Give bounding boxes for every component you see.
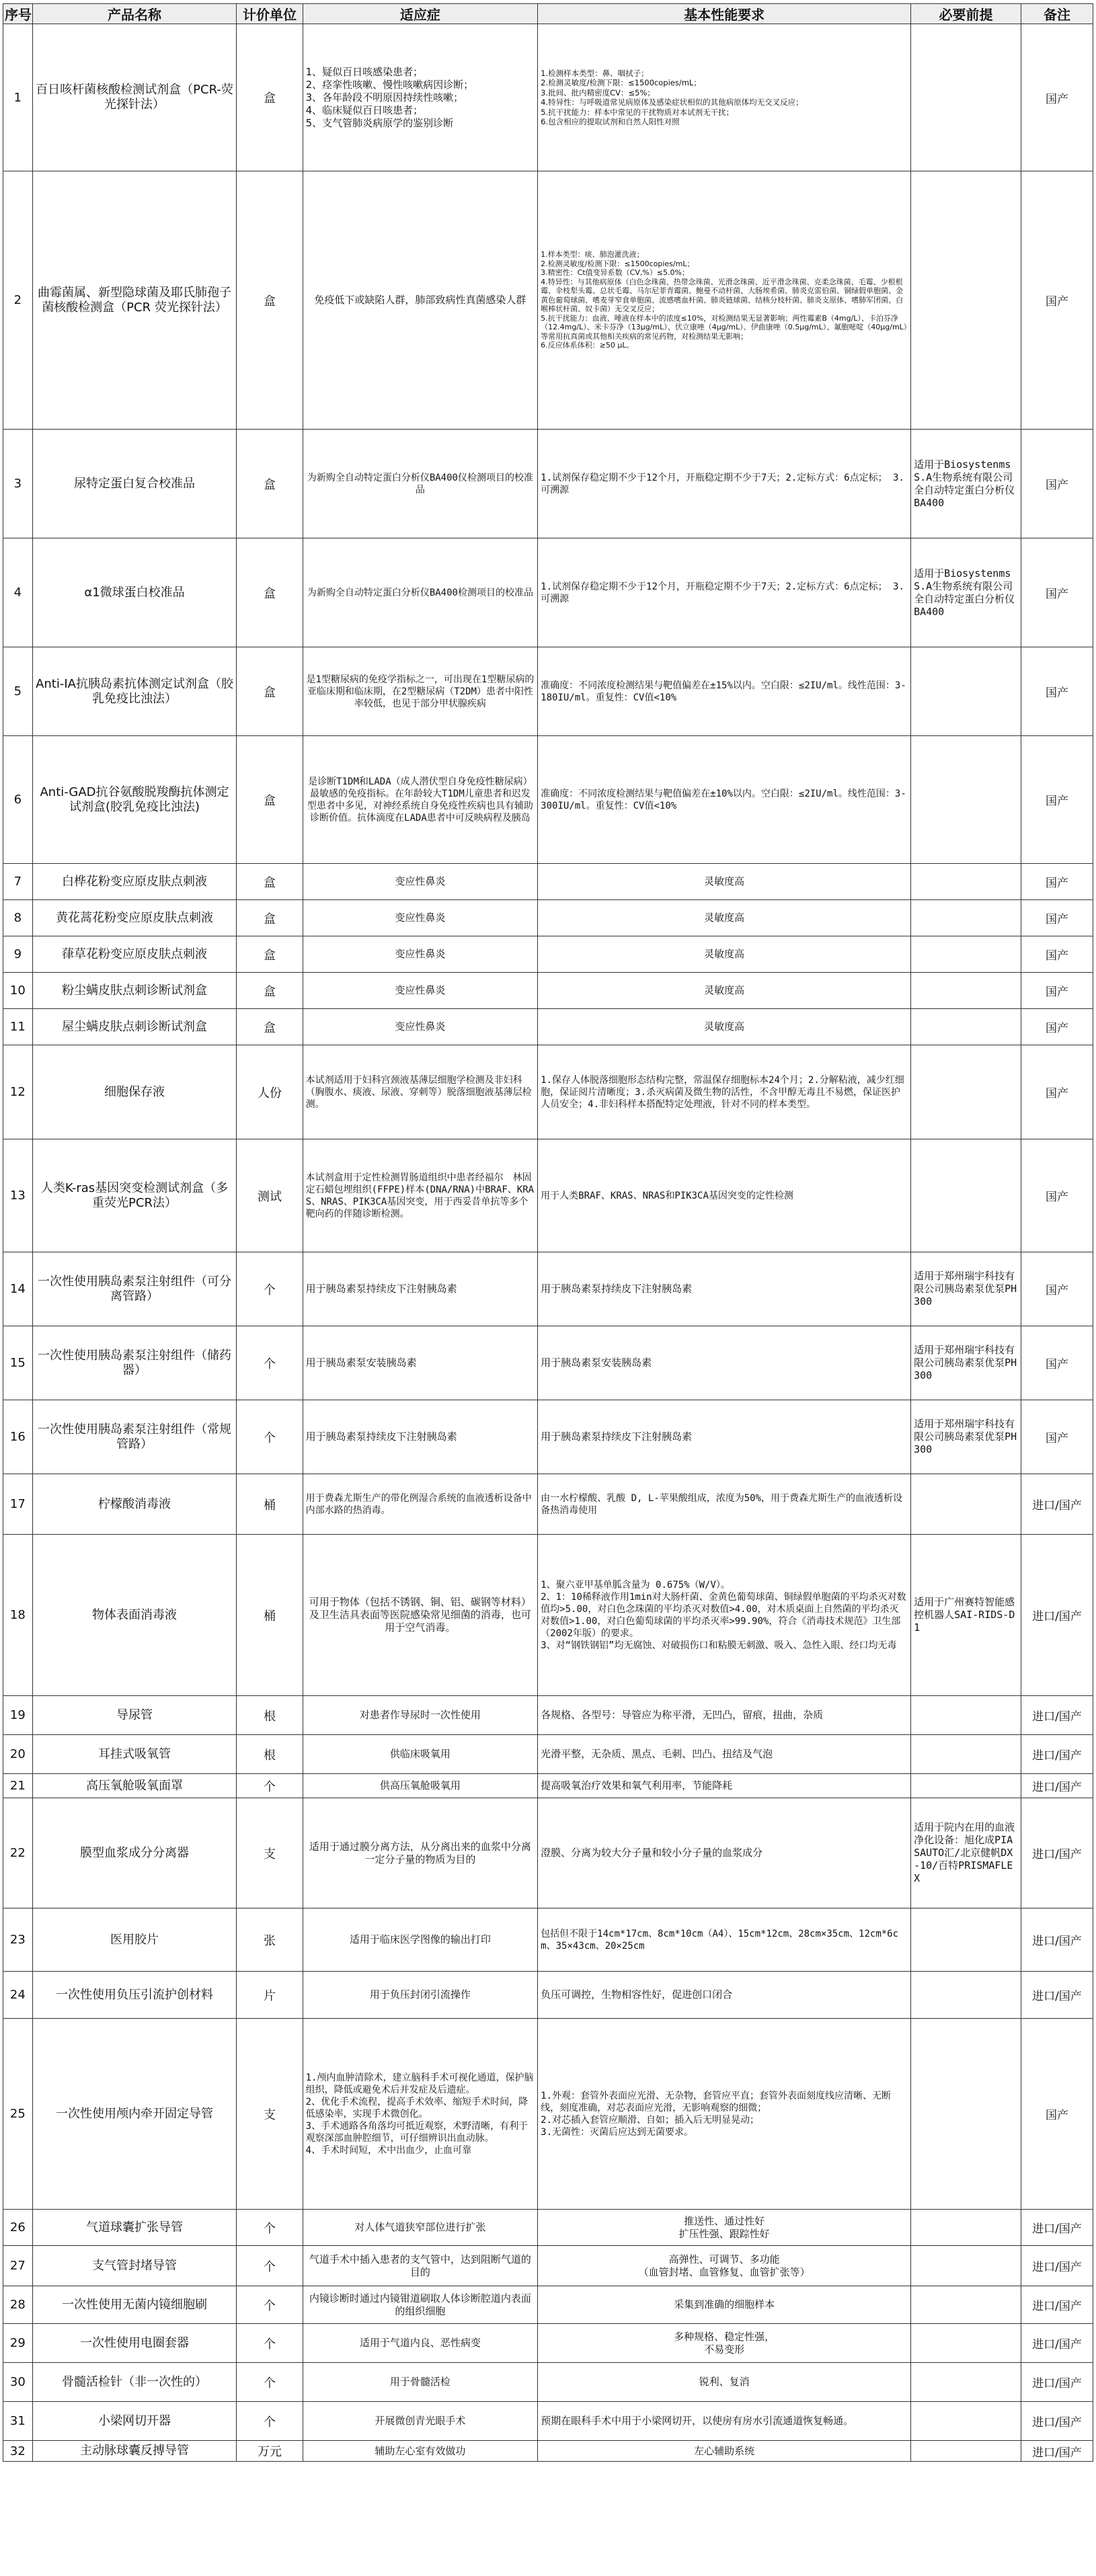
header-prerequisite: 必要前提 bbox=[911, 4, 1021, 24]
cell-no: 23 bbox=[3, 1908, 33, 1972]
table-row bbox=[3, 2402, 1093, 2441]
cell-prerequisite: 适用于郑州瑞宇科技有限公司胰岛素泵优泵PH300 bbox=[911, 1326, 1021, 1400]
cell-prerequisite bbox=[911, 2210, 1021, 2246]
cell-unit: 盒 bbox=[237, 647, 303, 736]
table-row bbox=[3, 1798, 1093, 1908]
cell-name: 人类K-ras基因突变检测试剂盒（多重荧光PCR法） bbox=[32, 1139, 237, 1252]
cell-remark: 进口/国产 bbox=[1021, 1774, 1093, 1798]
cell-performance: 多种规格、稳定性强， 不易变形 bbox=[538, 2324, 911, 2363]
header-unit: 计价单位 bbox=[237, 4, 303, 24]
cell-name: 一次性使用胰岛素泵注射组件（常规管路） bbox=[32, 1400, 237, 1474]
cell-remark: 进口/国产 bbox=[1021, 2286, 1093, 2324]
cell-unit: 盒 bbox=[237, 936, 303, 973]
cell-name: 一次性使用无菌内镜细胞刷 bbox=[32, 2286, 237, 2324]
table-row bbox=[3, 1774, 1093, 1798]
cell-unit: 桶 bbox=[237, 1535, 303, 1696]
cell-name: 骨髓活检针（非一次性的） bbox=[32, 2363, 237, 2402]
header-name: 产品名称 bbox=[32, 4, 237, 24]
cell-remark: 国产 bbox=[1021, 2019, 1093, 2210]
cell-name: 一次性使用胰岛素泵注射组件（储药器） bbox=[32, 1326, 237, 1400]
cell-prerequisite bbox=[911, 973, 1021, 1009]
cell-indication: 用于胰岛素泵持续皮下注射胰岛素 bbox=[303, 1252, 538, 1326]
cell-remark: 进口/国产 bbox=[1021, 2363, 1093, 2402]
cell-remark: 国产 bbox=[1021, 973, 1093, 1009]
cell-prerequisite bbox=[911, 647, 1021, 736]
table-row bbox=[3, 2246, 1093, 2286]
cell-indication: 对患者作导尿时一次性使用 bbox=[303, 1696, 538, 1735]
cell-name: 导尿管 bbox=[32, 1696, 237, 1735]
cell-indication: 变应性鼻炎 bbox=[303, 1009, 538, 1045]
cell-unit: 盒 bbox=[237, 864, 303, 900]
cell-no: 32 bbox=[3, 2441, 33, 2462]
cell-unit: 个 bbox=[237, 2210, 303, 2246]
cell-indication: 供高压氧舱吸氧用 bbox=[303, 1774, 538, 1798]
cell-name: 葎草花粉变应原皮肤点刺液 bbox=[32, 936, 237, 973]
cell-remark: 进口/国产 bbox=[1021, 1972, 1093, 2019]
cell-remark: 国产 bbox=[1021, 1326, 1093, 1400]
cell-indication: 免疫低下或缺陷人群，肺部致病性真菌感染人群 bbox=[303, 171, 538, 430]
cell-performance: 灵敏度高 bbox=[538, 936, 911, 973]
cell-remark: 进口/国产 bbox=[1021, 1696, 1093, 1735]
cell-no: 28 bbox=[3, 2286, 33, 2324]
cell-name: 膜型血浆成分分离器 bbox=[32, 1798, 237, 1908]
cell-remark: 进口/国产 bbox=[1021, 2441, 1093, 2462]
cell-performance: 各规格、各型号：导管应为称平滑，无凹凸，留痕，扭曲，杂质 bbox=[538, 1696, 911, 1735]
table-row bbox=[3, 1696, 1093, 1735]
cell-name: 小梁网切开器 bbox=[32, 2402, 237, 2441]
cell-remark: 国产 bbox=[1021, 1139, 1093, 1252]
cell-prerequisite bbox=[911, 171, 1021, 430]
cell-indication: 适用于临床医学图像的输出打印 bbox=[303, 1908, 538, 1972]
cell-name: 尿特定蛋白复合校准品 bbox=[32, 430, 237, 538]
cell-no: 31 bbox=[3, 2402, 33, 2441]
cell-performance: 准确度：不同浓度检测结果与靶值偏差在±15%以内。空白限：≤2IU/ml。线性范围：3-180IU/ml。重复性：CV值<10% bbox=[538, 647, 911, 736]
cell-indication: 供临床吸氧用 bbox=[303, 1735, 538, 1774]
cell-name: 一次性使用电圈套器 bbox=[32, 2324, 237, 2363]
table-row bbox=[3, 864, 1093, 900]
table-row bbox=[3, 936, 1093, 973]
cell-no: 4 bbox=[3, 538, 33, 647]
cell-prerequisite: 适用于郑州瑞宇科技有限公司胰岛素泵优泵PH300 bbox=[911, 1400, 1021, 1474]
cell-remark: 进口/国产 bbox=[1021, 1735, 1093, 1774]
cell-prerequisite: 适用于郑州瑞宇科技有限公司胰岛素泵优泵PH300 bbox=[911, 1252, 1021, 1326]
product-table bbox=[3, 3, 1093, 2462]
cell-performance: 用于胰岛素泵持续皮下注射胰岛素 bbox=[538, 1400, 911, 1474]
header-remark: 备注 bbox=[1021, 4, 1093, 24]
cell-remark: 国产 bbox=[1021, 900, 1093, 936]
cell-name: 百日咳杆菌核酸检测试剂盒（PCR-荧光探针法） bbox=[32, 24, 237, 171]
cell-performance: 1.试剂保存稳定期不少于12个月，开瓶稳定期不少于7天；2.定标方式：6点定标； 3.可溯源 bbox=[538, 430, 911, 538]
cell-performance: 由一水柠檬酸、乳酸 D, L-苹果酸组成，浓度为50%，用于费森尤斯生产的血液透析设备热消毒使用 bbox=[538, 1474, 911, 1535]
cell-remark: 进口/国产 bbox=[1021, 1908, 1093, 1972]
cell-unit: 测试 bbox=[237, 1139, 303, 1252]
cell-performance: 包括但不限于14cm*17cm、8cm*10cm（A4）、15cm*12cm、28cm×35cm、12cm*6cm、35×43cm、20×25cm bbox=[538, 1908, 911, 1972]
cell-name: 一次性使用颅内牵开固定导管 bbox=[32, 2019, 237, 2210]
cell-remark: 国产 bbox=[1021, 647, 1093, 736]
cell-unit: 盒 bbox=[237, 736, 303, 864]
table-row bbox=[3, 736, 1093, 864]
cell-no: 14 bbox=[3, 1252, 33, 1326]
cell-remark: 国产 bbox=[1021, 736, 1093, 864]
cell-prerequisite: 适用于Biosystenms S.A生物系统有限公司全自动特定蛋白分析仪BA400 bbox=[911, 538, 1021, 647]
table-row bbox=[3, 1735, 1093, 1774]
cell-unit: 根 bbox=[237, 1696, 303, 1735]
cell-unit: 根 bbox=[237, 1735, 303, 1774]
cell-performance: 提高吸氧治疗效果和氧气利用率，节能降耗 bbox=[538, 1774, 911, 1798]
cell-prerequisite bbox=[911, 2324, 1021, 2363]
cell-remark: 国产 bbox=[1021, 430, 1093, 538]
cell-indication: 为新购全自动特定蛋白分析仪BA400检测项目的校准品 bbox=[303, 538, 538, 647]
table-row bbox=[3, 2363, 1093, 2402]
cell-unit: 个 bbox=[237, 1326, 303, 1400]
table-row bbox=[3, 1908, 1093, 1972]
cell-name: 粉尘螨皮肤点刺诊断试剂盒 bbox=[32, 973, 237, 1009]
cell-indication: 变应性鼻炎 bbox=[303, 900, 538, 936]
table-row bbox=[3, 24, 1093, 171]
cell-prerequisite bbox=[911, 1735, 1021, 1774]
cell-unit: 张 bbox=[237, 1908, 303, 1972]
cell-no: 26 bbox=[3, 2210, 33, 2246]
cell-unit: 盒 bbox=[237, 900, 303, 936]
table-row bbox=[3, 1252, 1093, 1326]
cell-unit: 个 bbox=[237, 2246, 303, 2286]
cell-no: 21 bbox=[3, 1774, 33, 1798]
cell-prerequisite bbox=[911, 1139, 1021, 1252]
cell-no: 13 bbox=[3, 1139, 33, 1252]
cell-unit: 盒 bbox=[237, 24, 303, 171]
cell-prerequisite bbox=[911, 864, 1021, 900]
cell-unit: 盒 bbox=[237, 1009, 303, 1045]
header-row bbox=[3, 4, 1093, 24]
cell-prerequisite bbox=[911, 1474, 1021, 1535]
cell-no: 15 bbox=[3, 1326, 33, 1400]
cell-name: 一次性使用负压引流护创材料 bbox=[32, 1972, 237, 2019]
cell-name: 支气管封堵导管 bbox=[32, 2246, 237, 2286]
cell-prerequisite bbox=[911, 1009, 1021, 1045]
cell-prerequisite bbox=[911, 2019, 1021, 2210]
table-row bbox=[3, 2019, 1093, 2210]
cell-prerequisite bbox=[911, 2441, 1021, 2462]
cell-indication: 为新购全自动特定蛋白分析仪BA400仪检测项目的校准品 bbox=[303, 430, 538, 538]
cell-indication: 1.颅内血肿清除术，建立脑科手术可视化通道，保护脑组织，降低或避免术后并发症及后遗症。 2、优化手术流程，提高手术效率、缩短手术时间，降低感染率，实现手术微创化。 3、手术通路各角落均可抵近观察，术野清晰，有利于观察深部血肿腔细节，可仔细辨识出血动脉。 4、手术时间短，术中出血少，止血可靠 bbox=[303, 2019, 538, 2210]
table-row bbox=[3, 1474, 1093, 1535]
cell-no: 5 bbox=[3, 647, 33, 736]
cell-prerequisite: 适用于广州赛特智能感控机器人SAI-RIDS-D1 bbox=[911, 1535, 1021, 1696]
table-row bbox=[3, 171, 1093, 430]
cell-prerequisite bbox=[911, 736, 1021, 864]
cell-no: 7 bbox=[3, 864, 33, 900]
cell-no: 25 bbox=[3, 2019, 33, 2210]
cell-indication: 对人体气道狭窄部位进行扩张 bbox=[303, 2210, 538, 2246]
cell-no: 10 bbox=[3, 973, 33, 1009]
cell-indication: 可用于物体（包括不锈钢、铜、铝、碳钢等材料）及卫生洁具表面等医院感染常见细菌的消毒，也可用于空气消毒。 bbox=[303, 1535, 538, 1696]
table-row bbox=[3, 1400, 1093, 1474]
cell-indication: 是诊断T1DM和LADA（成人潜伏型自身免疫性糖尿病）最敏感的免疫指标。在年龄较大T1DM儿童患者和迟发型患者中多见，对神经系统自身免疫性疾病也具有辅助诊断价值。抗体滴度在LADA患者中可反映病程及胰岛 bbox=[303, 736, 538, 864]
table-row bbox=[3, 2210, 1093, 2246]
cell-unit: 盒 bbox=[237, 973, 303, 1009]
cell-remark: 进口/国产 bbox=[1021, 2324, 1093, 2363]
cell-performance: 负压可调控，生物相容性好，促进创口闭合 bbox=[538, 1972, 911, 2019]
cell-prerequisite: 适用于Biosystenms S.A生物系统有限公司全自动特定蛋白分析仪BA400 bbox=[911, 430, 1021, 538]
cell-no: 1 bbox=[3, 24, 33, 171]
cell-indication: 变应性鼻炎 bbox=[303, 864, 538, 900]
cell-name: 黄花蒿花粉变应原皮肤点刺液 bbox=[32, 900, 237, 936]
cell-no: 29 bbox=[3, 2324, 33, 2363]
table-row bbox=[3, 973, 1093, 1009]
cell-remark: 国产 bbox=[1021, 1009, 1093, 1045]
cell-unit: 个 bbox=[237, 2363, 303, 2402]
cell-performance: 灵敏度高 bbox=[538, 900, 911, 936]
table-row bbox=[3, 1009, 1093, 1045]
cell-prerequisite bbox=[911, 900, 1021, 936]
cell-unit: 个 bbox=[237, 1774, 303, 1798]
cell-unit: 桶 bbox=[237, 1474, 303, 1535]
cell-performance: 1.样本类型：痰、肺泡灌洗液； 2.检测灵敏度/检测下限：≤1500copies/mL； 3.精密性：Ct值变异系数（CV,%）≤5.0%； 4.特异性：与其他病原体（白色念珠菌、热带念珠菌、光滑念珠菌、近平滑念珠菌、克柔念珠菌、毛霉、少根根霉、伞枝犁头霉、总状毛霉、马尔尼菲青霉菌、鲍曼不动杆菌、大肠埃希菌、肺炎克雷伯菌、铜绿假单胞菌、金黄色葡萄球菌、嗜麦芽窄食单胞菌、流感嗜血杆菌、肺炎链球菌、结核分枝杆菌、肺炎支原体、嗜肺军团菌、白喉棒状杆菌、奴卡菌）无交叉反应； 5.抗干扰能力：血液、唾液在样本中的浓度≤10%，对检测结果无显著影响；两性霉素B（4mg/L）、卡泊芬净（12.4mg/L）、米卡芬净（13μg/mL）、伏立康唑（4μg/mL）、伊曲康唑（0.5μg/mL）、氟胞嘧啶（40μg/mL）等常用抗真菌或其他相关疾病的常见药物，对检测结果无影响； 6.反应体系体积：≥50 μL。 bbox=[538, 171, 911, 430]
cell-no: 24 bbox=[3, 1972, 33, 2019]
cell-remark: 进口/国产 bbox=[1021, 2210, 1093, 2246]
cell-name: 细胞保存液 bbox=[32, 1045, 237, 1139]
cell-no: 9 bbox=[3, 936, 33, 973]
cell-performance: 用于胰岛素泵持续皮下注射胰岛素 bbox=[538, 1252, 911, 1326]
cell-indication: 适用于气道内良、恶性病变 bbox=[303, 2324, 538, 2363]
cell-prerequisite bbox=[911, 1908, 1021, 1972]
cell-unit: 盒 bbox=[237, 538, 303, 647]
cell-performance: 采集到准确的细胞样本 bbox=[538, 2286, 911, 2324]
cell-prerequisite bbox=[911, 2246, 1021, 2286]
cell-indication: 内镜诊断时通过内镜钳道刷取人体诊断腔道内表面的组织细胞 bbox=[303, 2286, 538, 2324]
cell-unit: 个 bbox=[237, 1252, 303, 1326]
cell-performance: 灵敏度高 bbox=[538, 1009, 911, 1045]
table-row bbox=[3, 538, 1093, 647]
cell-name: 耳挂式吸氧管 bbox=[32, 1735, 237, 1774]
cell-remark: 国产 bbox=[1021, 171, 1093, 430]
cell-performance: 1.保存人体脱落细胞形态结构完整，常温保存细胞标本24个月；2.分解粘液，减少红细胞，保证阅片清晰度；3.杀灭病菌及微生物的活性，不含甲醇无毒且不易燃，保证医护人员安全；4.非妇科样本搭配特定处理液，针对不同的样本类型。 bbox=[538, 1045, 911, 1139]
table-row bbox=[3, 1535, 1093, 1696]
cell-prerequisite bbox=[911, 24, 1021, 171]
table-row bbox=[3, 1326, 1093, 1400]
table-row bbox=[3, 2286, 1093, 2324]
cell-indication: 开展微创青光眼手术 bbox=[303, 2402, 538, 2441]
cell-no: 8 bbox=[3, 900, 33, 936]
cell-performance: 1、聚六亚甲基单胍含量为 0.675%（W/V）。 2、1：10稀释液作用1min对大肠杆菌、金黄色葡萄球菌、铜绿假单胞菌的平均杀灭对数值均>5.00，对白色念珠菌的平均杀灭对数值>4.00，对木质桌面上自然菌的平均杀灭对数值>1.00，对白色葡萄球菌的平均杀灭率>99.90%，符合《消毒技术规范》卫生部（2002年版）的要求。 3、对“钢铁钢铝”均无腐蚀、对破损伤口和粘膜无刺激、吸入、急性入眼、经口均无毒 bbox=[538, 1535, 911, 1696]
cell-remark: 进口/国产 bbox=[1021, 1474, 1093, 1535]
cell-indication: 用于骨髓活检 bbox=[303, 2363, 538, 2402]
cell-name: 柠檬酸消毒液 bbox=[32, 1474, 237, 1535]
cell-performance: 光滑平整，无杂质、黑点、毛刺、凹凸、扭结及气泡 bbox=[538, 1735, 911, 1774]
cell-name: 屋尘螨皮肤点刺诊断试剂盒 bbox=[32, 1009, 237, 1045]
cell-no: 17 bbox=[3, 1474, 33, 1535]
cell-prerequisite bbox=[911, 1045, 1021, 1139]
cell-unit: 人份 bbox=[237, 1045, 303, 1139]
cell-name: α1微球蛋白校准品 bbox=[32, 538, 237, 647]
cell-indication: 1、疑似百日咳感染患者； 2、痉挛性咳嗽、慢性咳嗽病因诊断； 3、各年龄段不明原因持续性咳嗽； 4、临床疑似百日咳患者； 5、支气管肺炎病原学的鉴别诊断 bbox=[303, 24, 538, 171]
cell-unit: 个 bbox=[237, 2286, 303, 2324]
cell-remark: 国产 bbox=[1021, 864, 1093, 900]
table-row bbox=[3, 2324, 1093, 2363]
cell-indication: 用于费森尤斯生产的带化例湿合系统的血液透析设备中内部水路的热消毒。 bbox=[303, 1474, 538, 1535]
table-row bbox=[3, 2441, 1093, 2462]
cell-indication: 是1型糖尿病的免疫学指标之一，可出现在1型糖尿病的亚临床期和临床期，在2型糖尿病（T2DM）患者中阳性率较低，也见于部分甲状腺疾病 bbox=[303, 647, 538, 736]
cell-performance: 准确度：不同浓度检测结果与靶值偏差在±10%以内。空白限：≤2IU/ml。线性范围：3-300IU/ml。重复性：CV值<10% bbox=[538, 736, 911, 864]
cell-indication: 变应性鼻炎 bbox=[303, 936, 538, 973]
cell-no: 27 bbox=[3, 2246, 33, 2286]
cell-prerequisite bbox=[911, 2363, 1021, 2402]
cell-no: 16 bbox=[3, 1400, 33, 1474]
cell-unit: 个 bbox=[237, 2402, 303, 2441]
header-indication: 适应症 bbox=[303, 4, 538, 24]
cell-performance: 1.试剂保存稳定期不少于12个月，开瓶稳定期不少于7天；2.定标方式：6点定标； 3.可溯源 bbox=[538, 538, 911, 647]
table-row bbox=[3, 647, 1093, 736]
cell-prerequisite bbox=[911, 2286, 1021, 2324]
cell-unit: 支 bbox=[237, 2019, 303, 2210]
cell-unit: 盒 bbox=[237, 430, 303, 538]
cell-remark: 国产 bbox=[1021, 1252, 1093, 1326]
cell-prerequisite: 适用于院内在用的血液净化设备：旭化成PIASAUTO汇/北京健帆DX-10/百特PRISMAFLEX bbox=[911, 1798, 1021, 1908]
table-row bbox=[3, 1045, 1093, 1139]
cell-prerequisite bbox=[911, 1696, 1021, 1735]
header-no: 序号 bbox=[3, 4, 33, 24]
cell-remark: 进口/国产 bbox=[1021, 2402, 1093, 2441]
cell-performance: 1.检测样本类型：鼻、咽拭子； 2.检测灵敏度/检测下限：≤1500copies/mL； 3.批间、批内精密度CV：≤5%； 4.特异性：与呼吸道常见病原体及感染症状相似的其他病原体均无交叉反应； 5.抗干扰能力：样本中常见的干扰物质对本试剂无干扰； 6.包含相应的提取试剂和自然人阳性对照 bbox=[538, 24, 911, 171]
cell-no: 22 bbox=[3, 1798, 33, 1908]
cell-indication: 变应性鼻炎 bbox=[303, 973, 538, 1009]
cell-performance: 推送性、通过性好 扩压性强、跟踪性好 bbox=[538, 2210, 911, 2246]
cell-remark: 国产 bbox=[1021, 538, 1093, 647]
cell-remark: 进口/国产 bbox=[1021, 2246, 1093, 2286]
cell-name: 一次性使用胰岛素泵注射组件（可分离管路） bbox=[32, 1252, 237, 1326]
cell-name: 曲霉菌属、新型隐球菌及耶氏肺孢子菌核酸检测盒（PCR 荧光探针法） bbox=[32, 171, 237, 430]
cell-performance: 左心辅助系统 bbox=[538, 2441, 911, 2462]
cell-prerequisite bbox=[911, 936, 1021, 973]
cell-remark: 进口/国产 bbox=[1021, 1535, 1093, 1696]
cell-no: 11 bbox=[3, 1009, 33, 1045]
cell-unit: 个 bbox=[237, 1400, 303, 1474]
table-row bbox=[3, 430, 1093, 538]
table-row bbox=[3, 900, 1093, 936]
cell-indication: 用于负压封闭引流操作 bbox=[303, 1972, 538, 2019]
cell-performance: 澄膜、分离为较大分子量和较小分子量的血浆成分 bbox=[538, 1798, 911, 1908]
cell-unit: 片 bbox=[237, 1972, 303, 2019]
cell-name: Anti-GAD抗谷氨酸脱羧酶抗体测定试剂盒(胶乳免疫比浊法) bbox=[32, 736, 237, 864]
cell-performance: 灵敏度高 bbox=[538, 864, 911, 900]
cell-unit: 支 bbox=[237, 1798, 303, 1908]
cell-performance: 用于人类BRAF、KRAS、NRAS和PIK3CA基因突变的定性检测 bbox=[538, 1139, 911, 1252]
cell-prerequisite bbox=[911, 1774, 1021, 1798]
cell-unit: 盒 bbox=[237, 171, 303, 430]
cell-performance: 灵敏度高 bbox=[538, 973, 911, 1009]
table-row bbox=[3, 1139, 1093, 1252]
cell-performance: 锐利、复消 bbox=[538, 2363, 911, 2402]
cell-unit: 万元 bbox=[237, 2441, 303, 2462]
cell-name: 主动脉球囊反搏导管 bbox=[32, 2441, 237, 2462]
cell-indication: 用于胰岛素泵持续皮下注射胰岛素 bbox=[303, 1400, 538, 1474]
cell-prerequisite bbox=[911, 2402, 1021, 2441]
cell-no: 12 bbox=[3, 1045, 33, 1139]
cell-name: 高压氧舱吸氧面罩 bbox=[32, 1774, 237, 1798]
cell-name: 白桦花粉变应原皮肤点刺液 bbox=[32, 864, 237, 900]
cell-no: 3 bbox=[3, 430, 33, 538]
cell-no: 6 bbox=[3, 736, 33, 864]
cell-no: 30 bbox=[3, 2363, 33, 2402]
cell-no: 2 bbox=[3, 171, 33, 430]
cell-remark: 国产 bbox=[1021, 936, 1093, 973]
cell-indication: 本试剂盒用于定性检测胃肠道组织中患者经福尔 林固定石蜡包埋组织(FFPE)样本(DNA/RNA)中BRAF、KRAS、NRAS、PIK3CA基因突变，用于西妥昔单抗等多个靶向药的伴随诊断检测。 bbox=[303, 1139, 538, 1252]
cell-indication: 用于胰岛素泵安装胰岛素 bbox=[303, 1326, 538, 1400]
cell-performance: 高弹性、可调节、多功能 （血管封堵、血管修复、血管扩张等） bbox=[538, 2246, 911, 2286]
cell-no: 20 bbox=[3, 1735, 33, 1774]
cell-no: 18 bbox=[3, 1535, 33, 1696]
cell-no: 19 bbox=[3, 1696, 33, 1735]
cell-name: 物体表面消毒液 bbox=[32, 1535, 237, 1696]
header-performance: 基本性能要求 bbox=[538, 4, 911, 24]
cell-indication: 辅助左心室有效做功 bbox=[303, 2441, 538, 2462]
table-row bbox=[3, 1972, 1093, 2019]
cell-unit: 个 bbox=[237, 2324, 303, 2363]
cell-indication: 本试剂适用于妇科宫颈液基薄层细胞学检测及非妇科（胸腹水、痰液、尿液、穿刺等）脱落细胞液基薄层检测。 bbox=[303, 1045, 538, 1139]
cell-name: Anti-IA抗胰岛素抗体测定试剂盒（胶乳免疫比浊法） bbox=[32, 647, 237, 736]
cell-prerequisite bbox=[911, 1972, 1021, 2019]
cell-remark: 国产 bbox=[1021, 1400, 1093, 1474]
cell-performance: 1.外观：套管外表面应光滑、无杂物，套管应平直；套管外表面刻度线应清晰、无断线，刻度准确，对芯表面应光滑，无影响观察的细微； 2.对芯插入套管应顺滑、自如；插入后无明显晃动； 3.无菌性：灭菌后应达到无菌要求。 bbox=[538, 2019, 911, 2210]
cell-performance: 预期在眼科手术中用于小梁网切开，以使房有房水引流通道恢复畅通。 bbox=[538, 2402, 911, 2441]
cell-remark: 国产 bbox=[1021, 1045, 1093, 1139]
cell-performance: 用于胰岛素泵安装胰岛素 bbox=[538, 1326, 911, 1400]
cell-indication: 适用于通过膜分离方法，从分离出来的血浆中分离一定分子量的物质为目的 bbox=[303, 1798, 538, 1908]
cell-name: 气道球囊扩张导管 bbox=[32, 2210, 237, 2246]
cell-name: 医用胶片 bbox=[32, 1908, 237, 1972]
cell-remark: 进口/国产 bbox=[1021, 1798, 1093, 1908]
cell-remark: 国产 bbox=[1021, 24, 1093, 171]
cell-indication: 气道手术中插入患者的支气管中，达到阻断气道的目的 bbox=[303, 2246, 538, 2286]
